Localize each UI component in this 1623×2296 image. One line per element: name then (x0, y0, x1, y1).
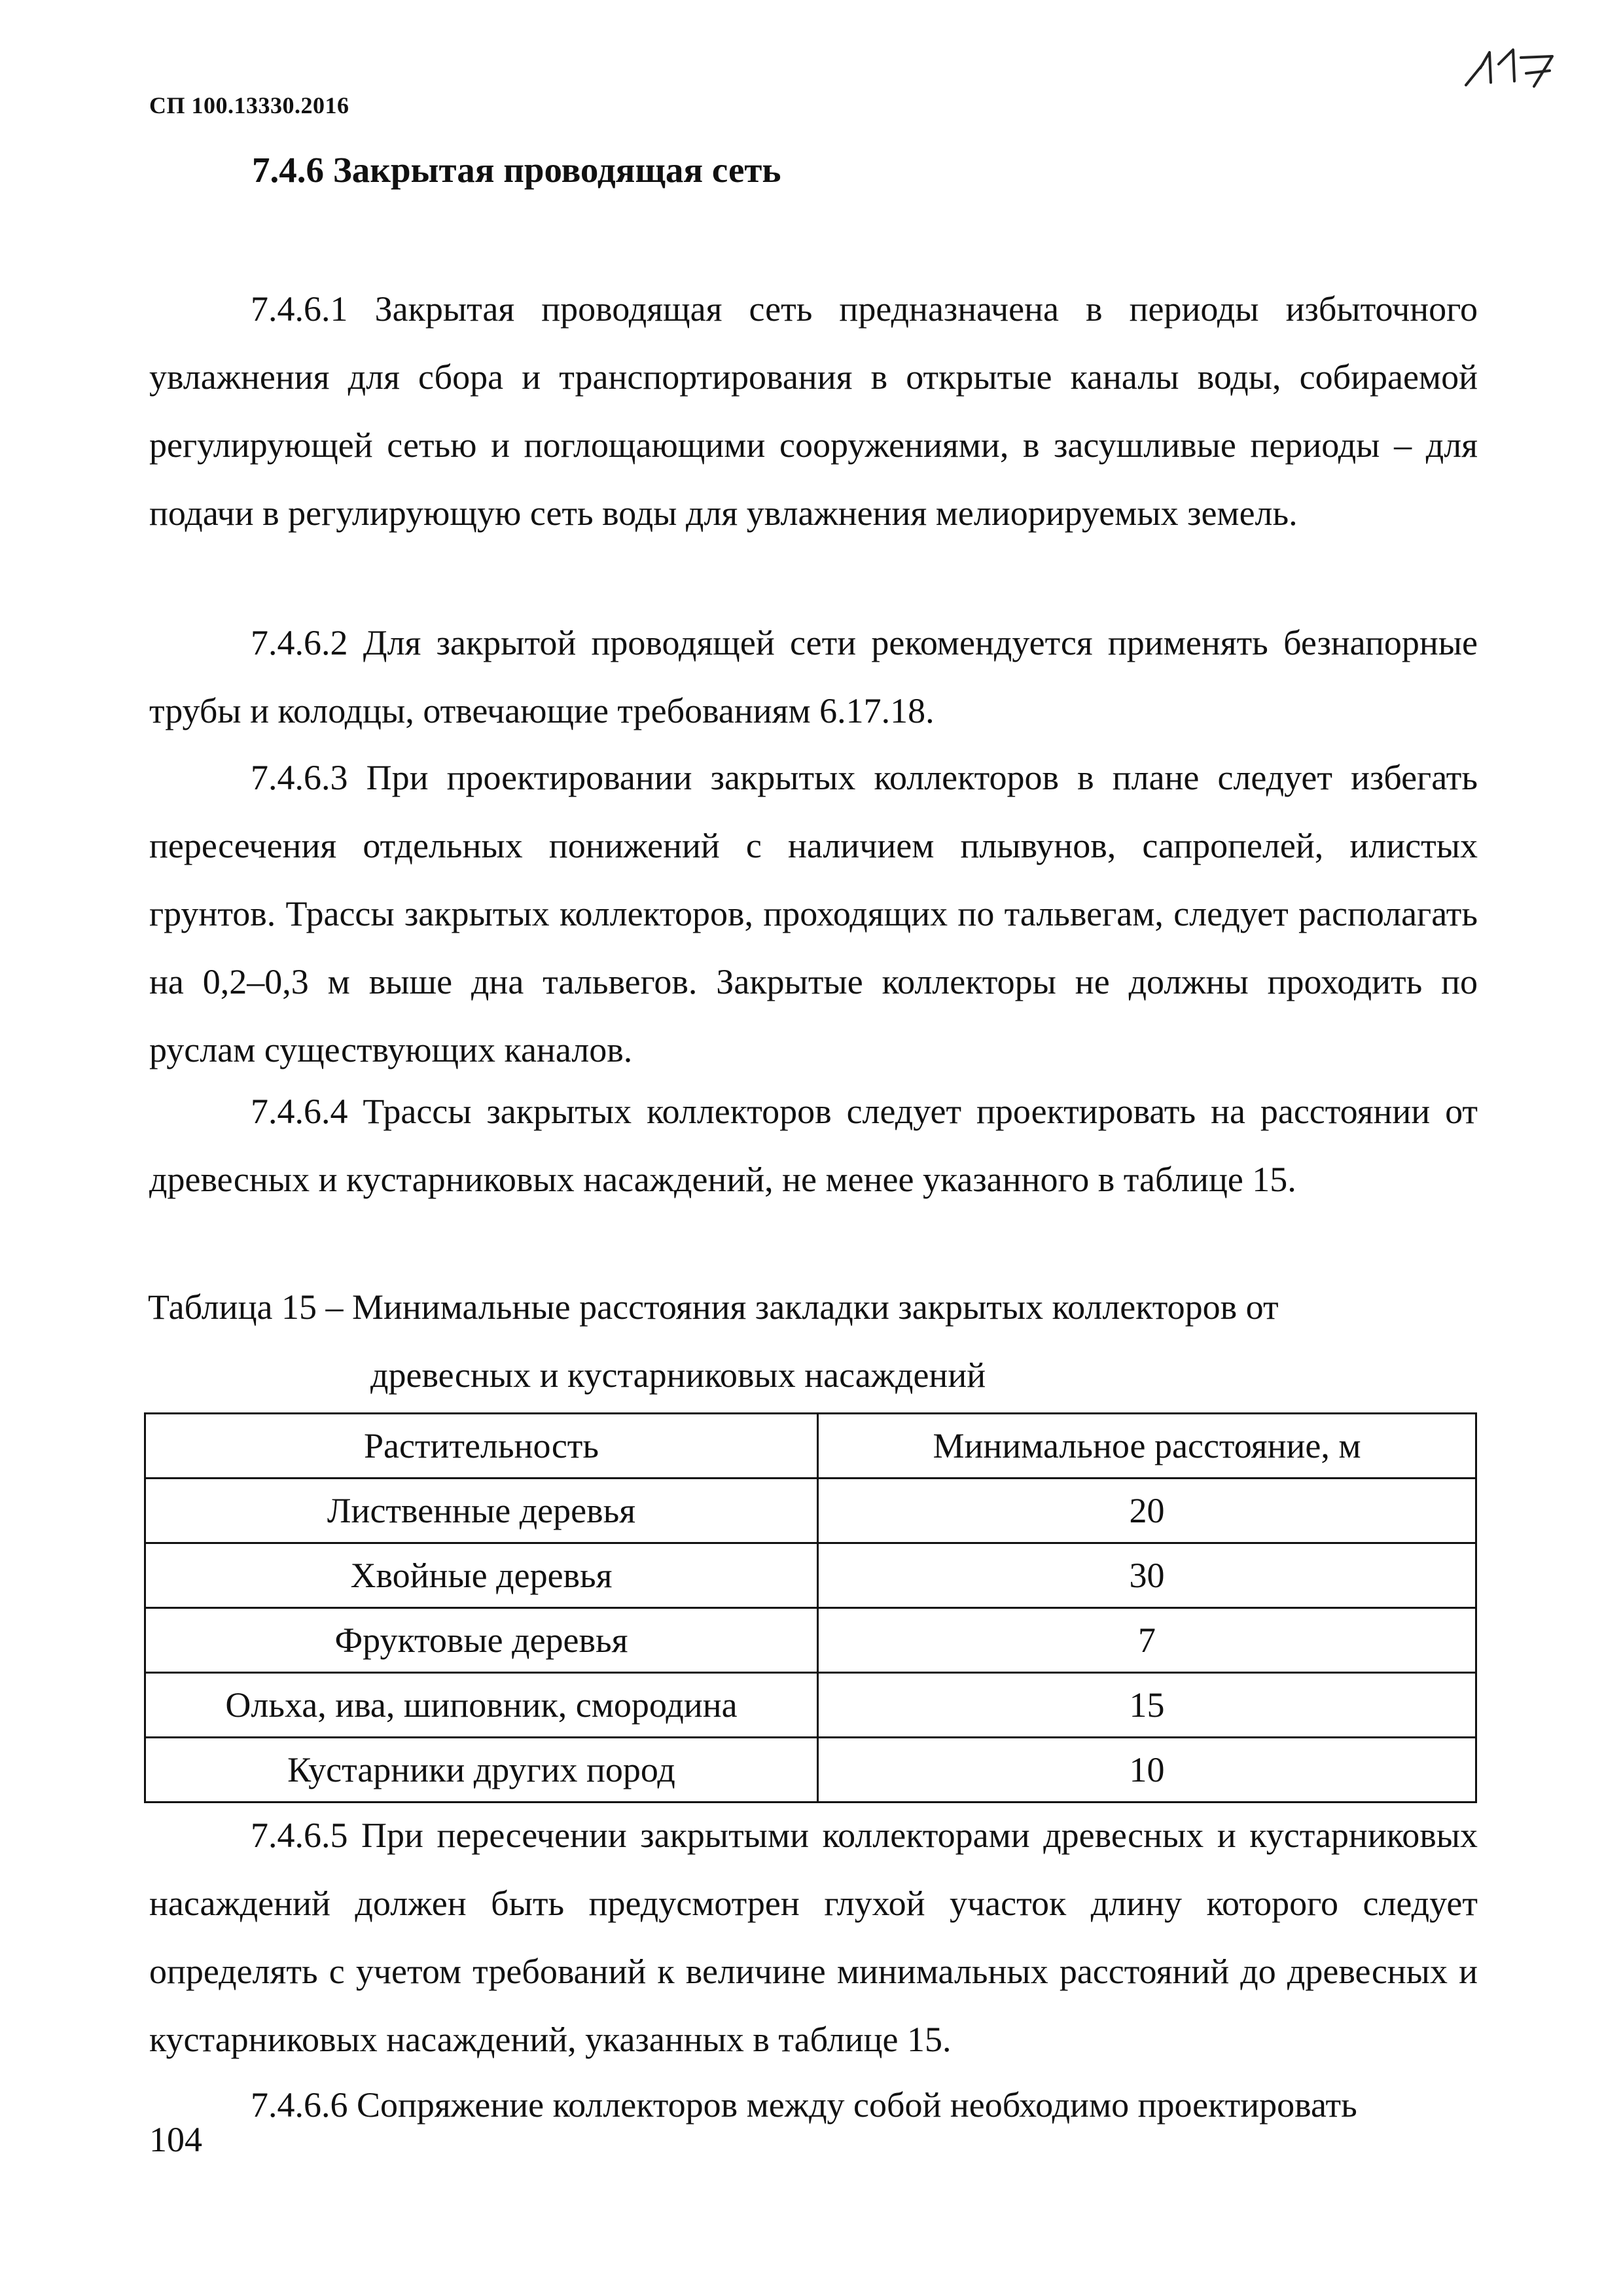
table-caption (148, 1273, 1483, 1409)
cell-distance: 7 (818, 1608, 1476, 1673)
paragraph-7-4-6-1: 7.4.6.1 Закрытая проводящая сеть предназначена в периоды избыточного увлажнения для сбора и транспортирования в открытые каналы воды, собираемой регулирующей сетью и поглощающими сооружениями, в засушливые периоды – для подачи в регулирующую сеть воды для увлажнения мелиорируемых земель. (149, 289, 1478, 533)
paragraph-7-4-6-6: 7.4.6.6 Сопряжение коллекторов между собой необходимо проектировать (251, 2085, 1357, 2125)
table-caption-line-1: Таблица 15 – Минимальные расстояния закладки закрытых коллекторов от (148, 1287, 1279, 1327)
paragraph-7-4-6-3: 7.4.6.3 При проектировании закрытых коллекторов в плане следует избегать пересечения отдельных понижений с наличием плывунов, сапропелей, илистых грунтов. Трассы закрытых коллекторов, проходящих по тальвегам, следует располагать на 0,2–0,3 м выше дна тальвегов. Закрытые коллекторы не должны проходить по руслам существующих каналов. (149, 758, 1478, 1069)
document-code: СП 100.13330.2016 (149, 92, 349, 118)
table-row (145, 1608, 1476, 1673)
cell-vegetation: Хвойные деревья (145, 1543, 818, 1608)
table-caption-line-2: древесных и кустарниковых насаждений (370, 1355, 986, 1395)
page-number: 104 (149, 2120, 202, 2159)
cell-distance: 10 (818, 1738, 1476, 1803)
table-row (145, 1738, 1476, 1803)
paragraph-7-4-6-2: 7.4.6.2 Для закрытой проводящей сети рекомендуется применять безнапорные трубы и колодцы, отвечающие требованиям 6.17.18. (149, 623, 1478, 730)
cell-vegetation: Ольха, ива, шиповник, смородина (145, 1673, 818, 1738)
paragraph-7-4-6-4: 7.4.6.4 Трассы закрытых коллекторов следует проектировать на расстоянии от древесных и кустарниковых насаждений, не менее указанного в таблице 15. (149, 1092, 1478, 1199)
handwritten-page-number (1461, 38, 1559, 103)
cell-distance: 20 (818, 1479, 1476, 1543)
table-row (145, 1479, 1476, 1543)
cell-vegetation: Лиственные деревья (145, 1479, 818, 1543)
distance-table (144, 1412, 1477, 1803)
table-header-row (145, 1414, 1476, 1479)
table-row (145, 1673, 1476, 1738)
header-min-distance: Минимальное расстояние, м (818, 1414, 1476, 1479)
cell-distance: 30 (818, 1543, 1476, 1608)
cell-distance: 15 (818, 1673, 1476, 1738)
paragraph-7-4-6-5: 7.4.6.5 При пересечении закрытыми коллекторами древесных и кустарниковых насаждений должен быть предусмотрен глухой участок длину которого следует определять с учетом требований к величине минимальных расстояний до древесных и кустарниковых насаждений, указанных в таблице 15. (149, 1816, 1478, 2059)
cell-vegetation: Фруктовые деревья (145, 1608, 818, 1673)
table-row (145, 1543, 1476, 1608)
cell-vegetation: Кустарники других пород (145, 1738, 818, 1803)
header-vegetation: Растительность (145, 1414, 818, 1479)
section-title: 7.4.6 Закрытая проводящая сеть (252, 150, 781, 190)
